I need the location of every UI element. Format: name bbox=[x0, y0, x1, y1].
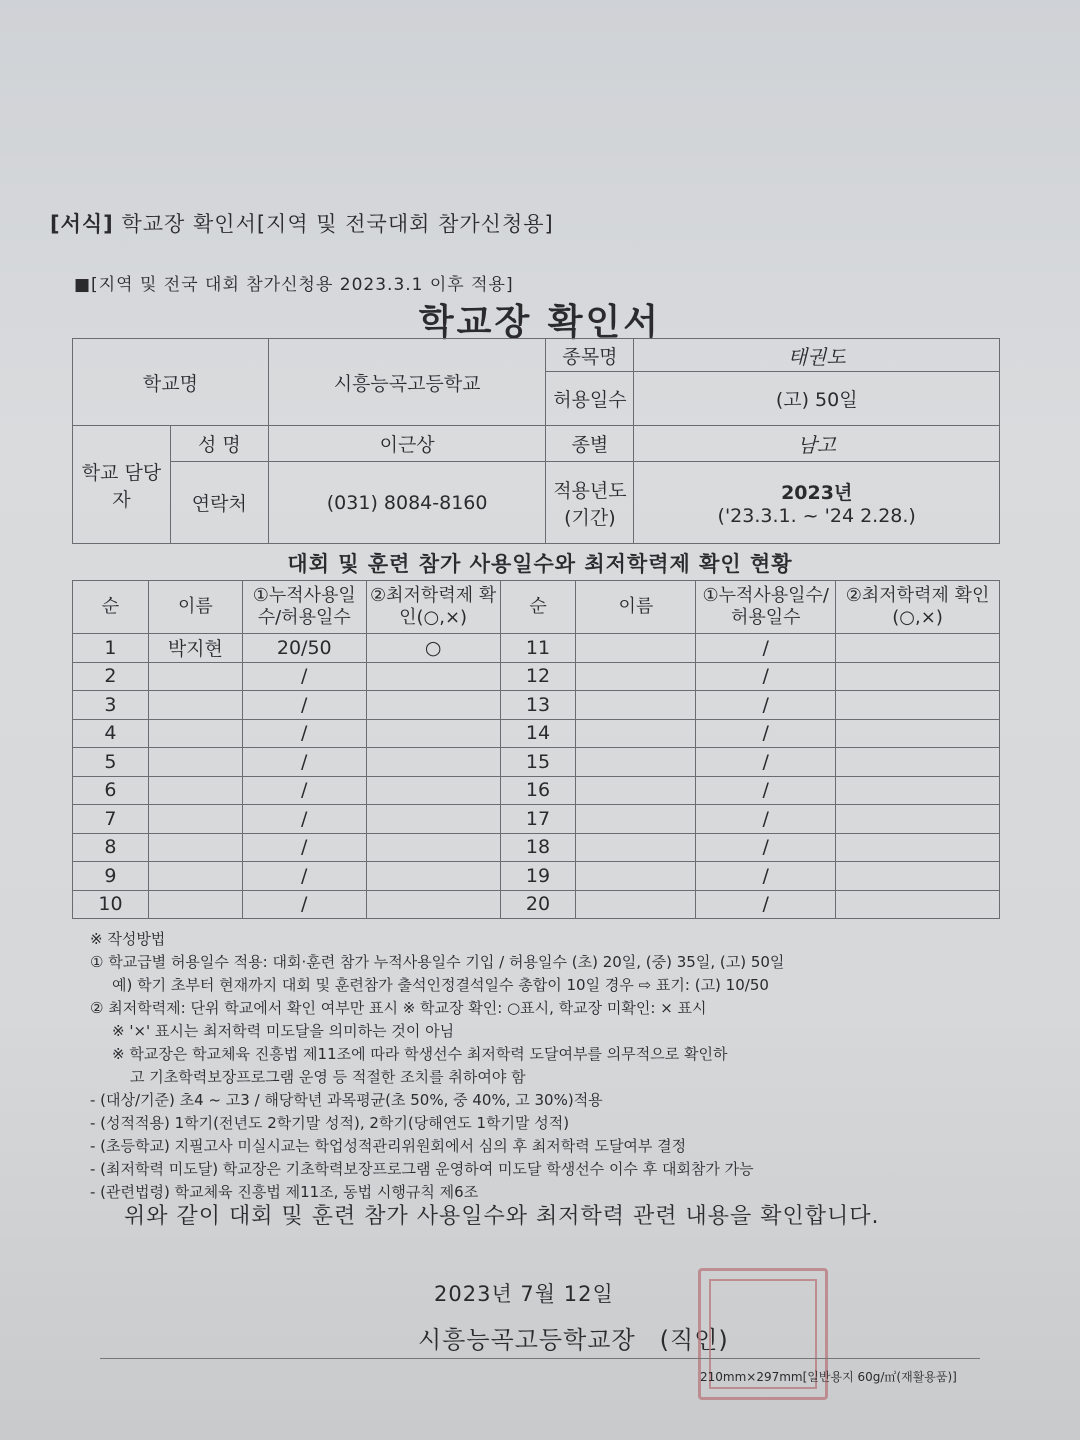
row-days: / bbox=[696, 776, 836, 805]
row-days: / bbox=[696, 634, 836, 663]
table-row bbox=[73, 862, 1000, 891]
table-row bbox=[73, 890, 1000, 919]
instruction-line: - (최저학력 미도달) 학교장은 기초학력보장프로그램 운영하여 미도달 학생선수 이수 후 대회참가 가능 bbox=[90, 1160, 754, 1178]
col-name-left: 이름 bbox=[148, 581, 242, 634]
row-name bbox=[576, 634, 696, 663]
participation-table bbox=[72, 580, 1000, 919]
row-days: / bbox=[242, 776, 366, 805]
row-name bbox=[576, 691, 696, 720]
instruction-line: 고 기초학력보장프로그램 운영 등 적절한 조치를 취하여야 함 bbox=[130, 1068, 526, 1086]
signer-name: 시흥능곡고등학교장 bbox=[418, 1326, 636, 1354]
row-days: / bbox=[242, 748, 366, 777]
row-no: 16 bbox=[500, 776, 576, 805]
instruction-line: ② 최저학력제: 단위 학교에서 확인 여부만 표시 ※ 학교장 확인: ○표시, 학교장 미확인: × 표시 bbox=[90, 999, 707, 1017]
footer-divider bbox=[100, 1358, 980, 1359]
row-check bbox=[836, 890, 1000, 919]
period-cell bbox=[634, 462, 1000, 544]
row-check bbox=[366, 890, 500, 919]
row-name bbox=[576, 776, 696, 805]
row-name bbox=[148, 862, 242, 891]
row-check bbox=[366, 748, 500, 777]
row-days: / bbox=[696, 890, 836, 919]
row-days: / bbox=[242, 890, 366, 919]
allowed-days-label: 허용일수 bbox=[546, 372, 634, 426]
row-no: 10 bbox=[73, 890, 149, 919]
row-check bbox=[836, 662, 1000, 691]
row-name bbox=[148, 776, 242, 805]
school-name-value: 시흥능곡고등학교 bbox=[268, 339, 546, 426]
row-days: / bbox=[242, 691, 366, 720]
school-name-label: 학교명 bbox=[73, 339, 269, 426]
row-days: / bbox=[696, 719, 836, 748]
confirmation-form bbox=[40, 190, 1040, 1410]
col-check-left: ②최저학력제 확인(○,×) bbox=[366, 581, 500, 634]
issue-date: 2023년 7월 12일 bbox=[434, 1282, 614, 1306]
form-label-bracket: [서식] bbox=[50, 212, 114, 236]
row-check bbox=[366, 805, 500, 834]
row-no: 3 bbox=[73, 691, 149, 720]
form-label bbox=[50, 208, 554, 238]
period-year: 2023년 bbox=[781, 482, 853, 504]
table-row bbox=[73, 748, 1000, 777]
row-name bbox=[576, 748, 696, 777]
confirmation-statement: 위와 같이 대회 및 훈련 참가 사용일수와 최저학력 관련 내용을 확인합니다. bbox=[124, 1204, 880, 1229]
instruction-line: - (성적적용) 1학기(전년도 2학기말 성적), 2학기(당해연도 1학기말 성적) bbox=[90, 1114, 570, 1132]
row-no: 13 bbox=[500, 691, 576, 720]
row-name bbox=[148, 890, 242, 919]
row-name: 박지현 bbox=[148, 634, 242, 663]
instruction-line: 예) 학기 초부터 현재까지 대회 및 훈련참가 출석인정결석일수 총합이 10일 경우 ⇨ 표기: (고) 10/50 bbox=[112, 976, 769, 994]
row-no: 4 bbox=[73, 719, 149, 748]
row-name bbox=[576, 890, 696, 919]
name-value: 이근상 bbox=[268, 426, 546, 462]
col-no-left: 순 bbox=[73, 581, 149, 634]
row-no: 1 bbox=[73, 634, 149, 663]
col-days-right: ①누적사용일수/허용일수 bbox=[696, 581, 836, 634]
row-check bbox=[366, 691, 500, 720]
row-no: 11 bbox=[500, 634, 576, 663]
row-check bbox=[836, 634, 1000, 663]
table-row bbox=[73, 634, 1000, 663]
row-days: / bbox=[696, 862, 836, 891]
table-row bbox=[73, 662, 1000, 691]
row-days: / bbox=[696, 805, 836, 834]
instructions bbox=[90, 928, 1020, 1204]
row-name bbox=[576, 719, 696, 748]
row-days: / bbox=[242, 719, 366, 748]
period-range: ('23.3.1. ~ '24 2.28.) bbox=[717, 505, 916, 527]
row-days: / bbox=[242, 662, 366, 691]
table-row bbox=[73, 833, 1000, 862]
table-row bbox=[73, 805, 1000, 834]
row-days: / bbox=[696, 748, 836, 777]
row-name bbox=[148, 662, 242, 691]
instruction-line: ※ 학교장은 학교체육 진흥법 제11조에 따라 학생선수 최저학력 도달여부를 의무적으로 확인하 bbox=[112, 1045, 728, 1063]
row-check bbox=[366, 833, 500, 862]
table-row bbox=[73, 719, 1000, 748]
row-days: / bbox=[242, 833, 366, 862]
row-name bbox=[576, 805, 696, 834]
row-name bbox=[148, 748, 242, 777]
row-name bbox=[576, 833, 696, 862]
row-no: 8 bbox=[73, 833, 149, 862]
row-name bbox=[148, 719, 242, 748]
table-row bbox=[73, 691, 1000, 720]
gender-label: 종별 bbox=[546, 426, 634, 462]
row-check bbox=[836, 776, 1000, 805]
row-no: 7 bbox=[73, 805, 149, 834]
row-no: 14 bbox=[500, 719, 576, 748]
row-no: 20 bbox=[500, 890, 576, 919]
principal-signature bbox=[418, 1320, 729, 1355]
instruction-line: - (초등학교) 지필고사 미실시교는 학업성적관리위원회에서 심의 후 최저학력 도달여부 결정 bbox=[90, 1137, 687, 1155]
page-title: 학교장 확인서 bbox=[418, 302, 662, 343]
row-check bbox=[836, 833, 1000, 862]
row-days: / bbox=[242, 862, 366, 891]
row-no: 9 bbox=[73, 862, 149, 891]
row-no: 2 bbox=[73, 662, 149, 691]
event-label: 종목명 bbox=[546, 339, 634, 372]
row-no: 18 bbox=[500, 833, 576, 862]
row-no: 12 bbox=[500, 662, 576, 691]
col-name-right: 이름 bbox=[576, 581, 696, 634]
row-days: / bbox=[696, 833, 836, 862]
info-table bbox=[72, 338, 1000, 544]
name-label: 성 명 bbox=[170, 426, 268, 462]
section-title: 대회 및 훈련 참가 사용일수와 최저학력제 확인 현황 bbox=[287, 552, 793, 576]
row-no: 5 bbox=[73, 748, 149, 777]
row-days: / bbox=[242, 805, 366, 834]
contact-label: 연락처 bbox=[170, 462, 268, 544]
row-no: 17 bbox=[500, 805, 576, 834]
period-label: 적용년도 (기간) bbox=[546, 462, 634, 544]
form-label-text: 학교장 확인서[지역 및 전국대회 참가신청용] bbox=[121, 212, 554, 236]
row-days: 20/50 bbox=[242, 634, 366, 663]
row-check bbox=[836, 719, 1000, 748]
table-row bbox=[73, 776, 1000, 805]
row-check bbox=[836, 862, 1000, 891]
contact-value: (031) 8084-8160 bbox=[268, 462, 546, 544]
row-check bbox=[366, 776, 500, 805]
row-name bbox=[148, 833, 242, 862]
row-no: 15 bbox=[500, 748, 576, 777]
col-no-right: 순 bbox=[500, 581, 576, 634]
row-no: 6 bbox=[73, 776, 149, 805]
col-days-left: ①누적사용일수/허용일수 bbox=[242, 581, 366, 634]
row-check bbox=[366, 862, 500, 891]
row-check bbox=[366, 719, 500, 748]
row-check bbox=[366, 662, 500, 691]
instruction-line: ※ '×' 표시는 최저학력 미도달을 의미하는 것이 아님 bbox=[112, 1022, 455, 1040]
instruction-line: ※ 작성방법 bbox=[90, 930, 166, 948]
instruction-line: - (대상/기준) 초4 ~ 고3 / 해당학년 과목평균(초 50%, 중 40%, 고 30%)적용 bbox=[90, 1091, 603, 1109]
form-sub-label: ■[지역 및 전국 대회 참가신청용 2023.3.1 이후 적용] bbox=[74, 275, 514, 295]
event-value: 태권도 bbox=[634, 339, 1000, 372]
row-days: / bbox=[696, 691, 836, 720]
allowed-days-value: (고) 50일 bbox=[634, 372, 1000, 426]
row-name bbox=[576, 662, 696, 691]
row-no: 19 bbox=[500, 862, 576, 891]
row-name bbox=[148, 691, 242, 720]
row-check bbox=[836, 748, 1000, 777]
paper-spec-footer: 210mm×297mm[일반용지 60g/㎡(재활용품)] bbox=[700, 1370, 957, 1384]
row-name bbox=[148, 805, 242, 834]
instruction-line: ① 학교급별 허용일수 적용: 대회·훈련 참가 누적사용일수 기입 / 허용일수 (초) 20일, (중) 35일, (고) 50일 bbox=[90, 953, 785, 971]
gender-value: 남고 bbox=[634, 426, 1000, 462]
seal-label: (직인) bbox=[659, 1326, 729, 1354]
col-check-right: ②최저학력제 확인(○,×) bbox=[836, 581, 1000, 634]
instruction-line: - (관련법령) 학교체육 진흥법 제11조, 동법 시행규칙 제6조 bbox=[90, 1183, 479, 1201]
manager-label: 학교 담당자 bbox=[73, 426, 171, 544]
participation-rows bbox=[73, 634, 1000, 919]
row-check bbox=[836, 805, 1000, 834]
row-check: ○ bbox=[366, 634, 500, 663]
row-name bbox=[576, 862, 696, 891]
row-check bbox=[836, 691, 1000, 720]
row-days: / bbox=[696, 662, 836, 691]
